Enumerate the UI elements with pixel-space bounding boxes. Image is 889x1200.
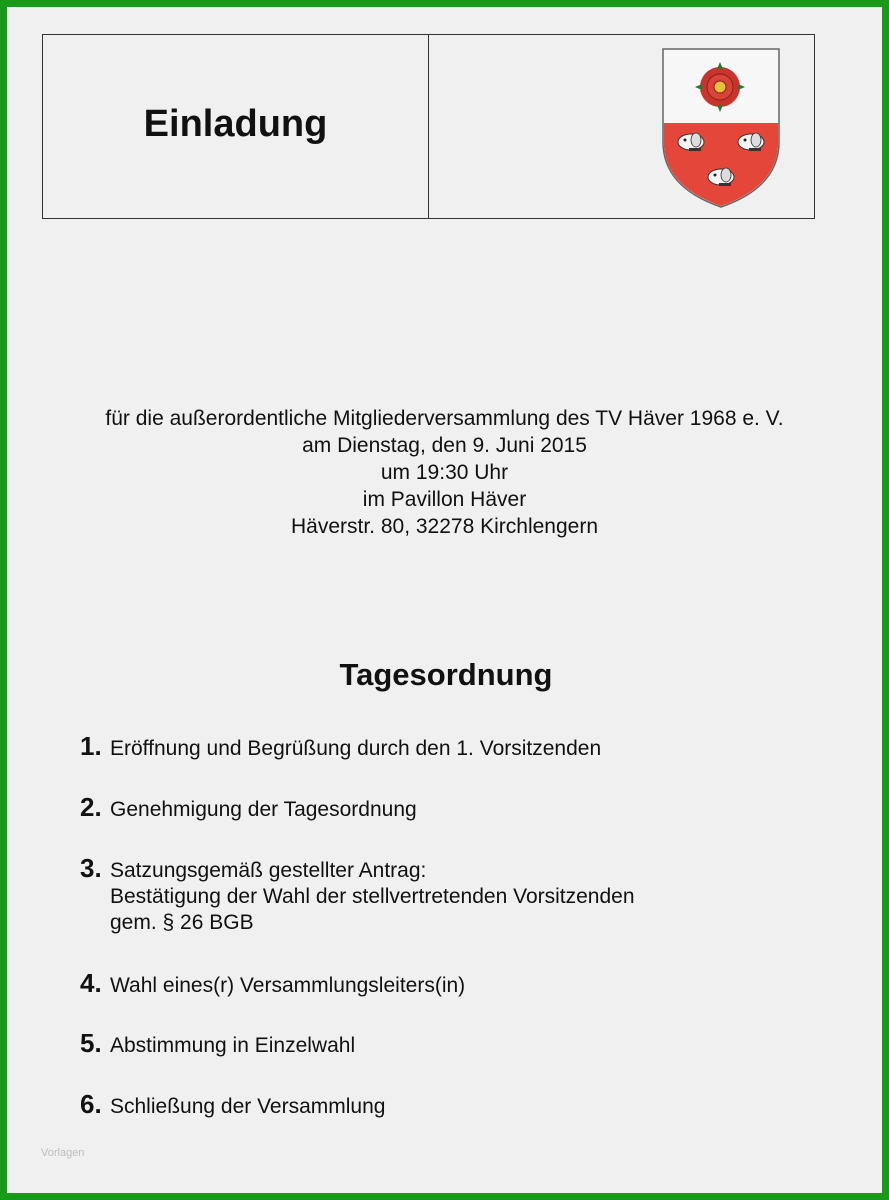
document-page: [7, 7, 882, 1193]
agenda-item: [80, 1028, 355, 1059]
agenda-item-text: Genehmigung der Tagesordnung: [110, 798, 417, 821]
agenda-item-text: gem. § 26 BGB: [110, 911, 254, 934]
watermark: Vorlagen: [41, 1147, 85, 1159]
invitation-details: [7, 405, 882, 540]
intro-line: am Dienstag, den 9. Juni 2015: [302, 434, 587, 457]
agenda-item-number: 6.: [80, 1089, 102, 1119]
agenda-item: [80, 792, 417, 823]
agenda-item-text: Bestätigung der Wahl der stellvertretenden Vorsitzenden: [110, 885, 635, 908]
agenda-item: [80, 731, 601, 762]
agenda-item-text: Abstimmung in Einzelwahl: [110, 1034, 356, 1057]
intro-line: im Pavillon Häver: [362, 488, 527, 511]
intro-line: Häverstr. 80, 32278 Kirchlengern: [290, 515, 598, 538]
agenda-item-text: Schließung der Versammlung: [110, 1095, 386, 1118]
agenda-item-text: Satzungsgemäß gestellter Antrag:: [110, 859, 427, 882]
page-title: Einladung: [143, 103, 328, 145]
agenda-item-number: 1.: [80, 731, 102, 761]
header-crest-cell: [429, 35, 814, 218]
agenda-item: [80, 1089, 385, 1120]
agenda-item-number: 3.: [80, 853, 102, 883]
intro-line: für die außerordentliche Mitgliederversammlung des TV Häver 1968 e. V.: [105, 407, 784, 430]
intro-line: um 19:30 Uhr: [380, 461, 509, 484]
agenda-item-number: 4.: [80, 968, 102, 998]
agenda-item-text: Eröffnung und Begrüßung durch den 1. Vorsitzenden: [110, 737, 602, 760]
header-title-cell: [43, 35, 429, 218]
agenda-title: Tagesordnung: [339, 657, 553, 692]
agenda-item-number: 2.: [80, 792, 102, 822]
coat-of-arms-icon: [661, 47, 781, 209]
agenda-item-text: Wahl eines(r) Versammlungsleiters(in): [110, 974, 466, 997]
header-box: [42, 34, 815, 219]
agenda-item: [80, 853, 635, 936]
agenda-item-number: 5.: [80, 1028, 102, 1058]
agenda-item: [80, 968, 465, 999]
